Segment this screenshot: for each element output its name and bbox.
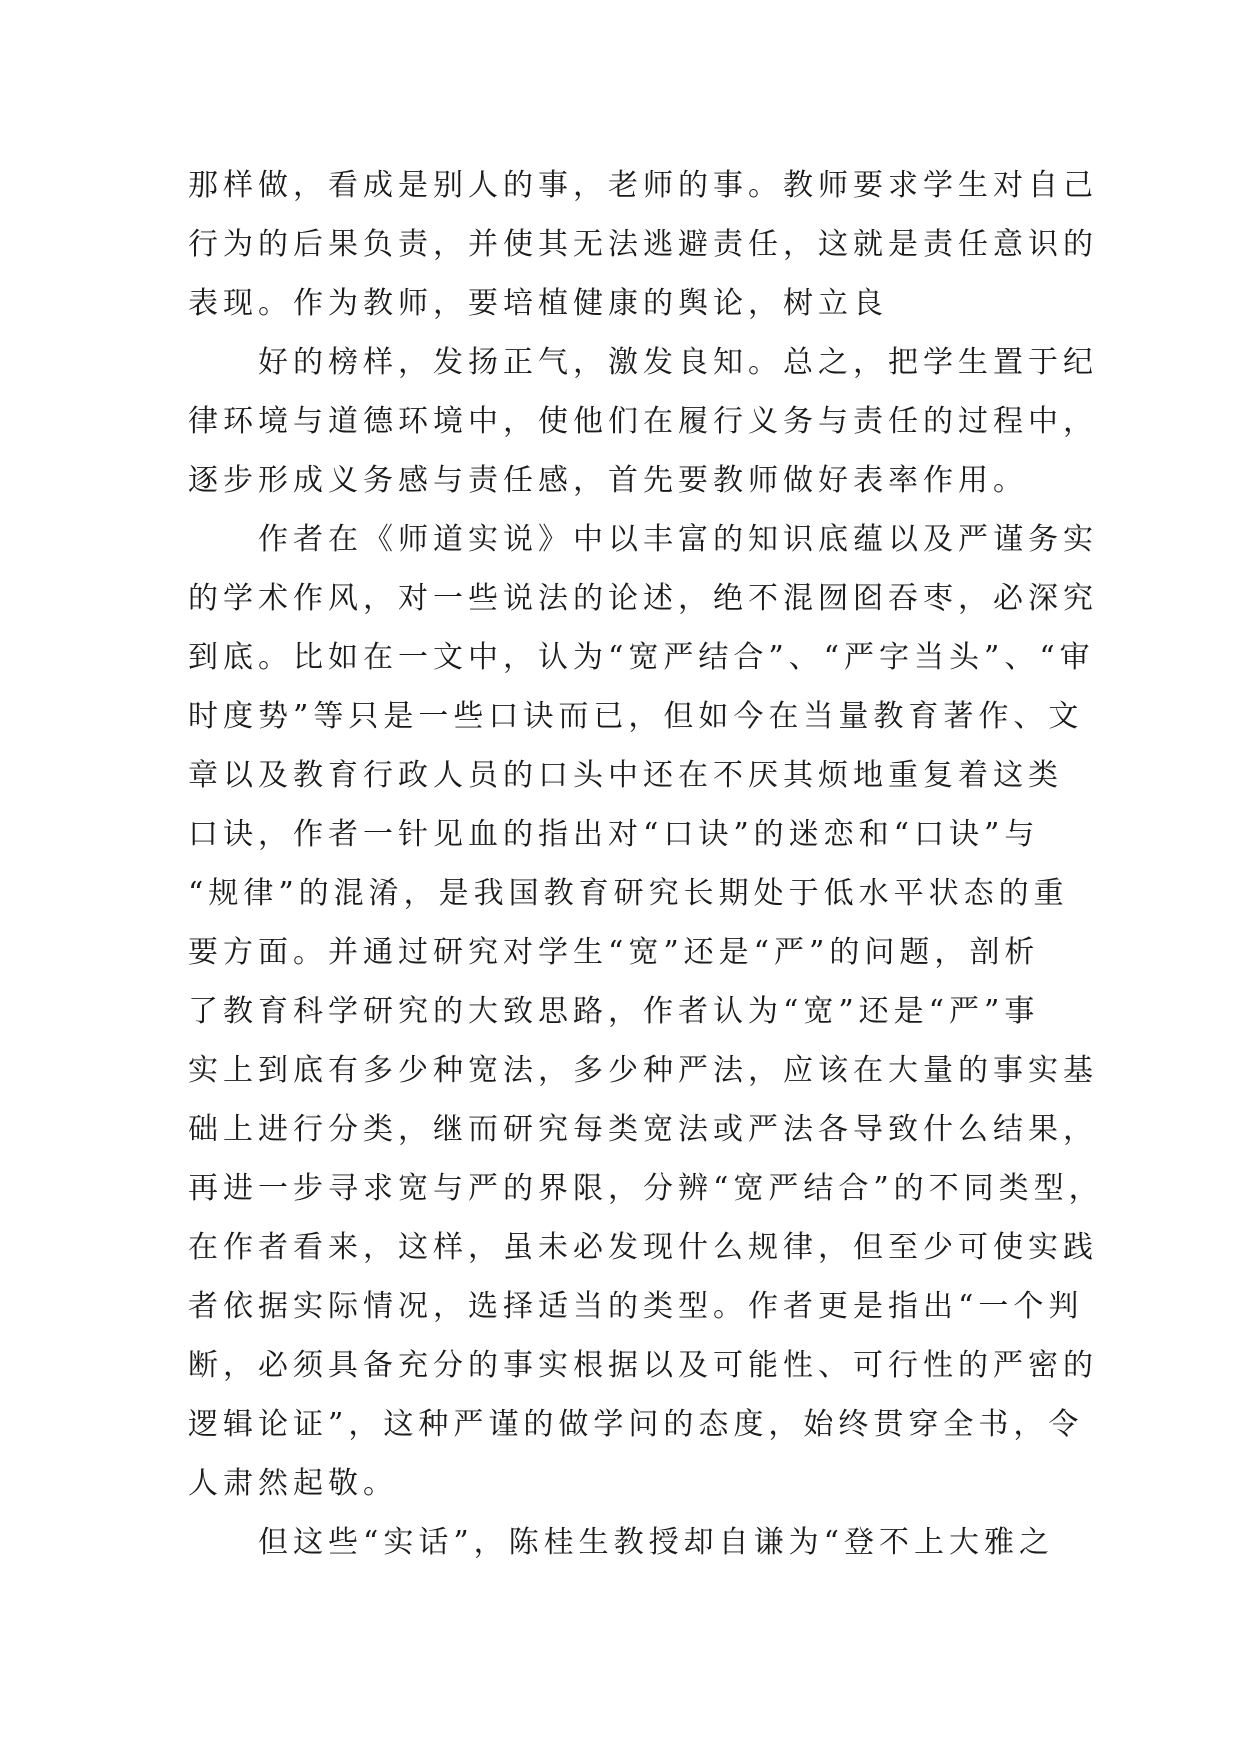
text-line: 逐步形成义务感与责任感，首先要教师做好表率作用。 [188,463,1028,498]
text-line: 口诀，作者一针见血的指出对“口诀”的迷恋和“口诀”与 [188,817,1040,852]
text-line: 好的榜样，发扬正气，激发良知。总之，把学生置于纪 [188,345,1098,380]
text-line: 了教育科学研究的大致思路，作者认为“宽”还是“严”事 [188,994,1040,1029]
text-line: 再进一步寻求宽与严的界限，分辨“宽严结合”的不同类型， [188,1171,1104,1206]
text-line: 时度势”等只是一些口诀而已，但如今在当量教育著作、文 [188,699,1084,734]
text-line: 要方面。并通过研究对学生“宽”还是“严”的问题，剖析 [188,935,1040,970]
text-line: 律环境与道德环境中，使他们在履行义务与责任的过程中， [188,404,1098,439]
text-line: 础上进行分类，继而研究每类宽法或严法各导致什么结果， [188,1112,1098,1147]
text-line: 断，必须具备充分的事实根据以及可能性、可行性的严密的 [188,1348,1098,1383]
text-line: 在作者看来，这样，虽未必发现什么规律，但至少可使实践 [188,1230,1098,1265]
body-text [188,156,1104,1572]
text-line: 作者在《师道实说》中以丰富的知识底蕴以及严谨务实 [188,522,1098,557]
text-line: 的学术作风，对一些说法的论述，绝不混囫囵吞枣，必深究 [188,581,1098,616]
text-line: 者依据实际情况，选择适当的类型。作者更是指出“一个判 [188,1289,1084,1324]
text-line: 但这些“实话”，陈桂生教授却自谦为“登不上大雅之 [188,1525,1055,1560]
text-line: 表现。作为教师，要培植健康的舆论，树立良 [188,286,888,321]
text-line: 逻辑论证”，这种严谨的做学问的态度，始终贯穿全书，令 [188,1407,1084,1442]
text-line: “规律”的混淆，是我国教育研究长期处于低水平状态的重 [188,876,1069,911]
text-line: 行为的后果负责，并使其无法逃避责任，这就是责任意识的 [188,227,1098,262]
text-line: 到底。比如在一文中，认为“宽严结合”、“严字当头”、“审 [188,640,1095,675]
text-line: 章以及教育行政人员的口头中还在不厌其烦地重复着这类 [188,758,1063,793]
text-line: 那样做，看成是别人的事，老师的事。教师要求学生对自己 [188,168,1098,203]
text-line: 人肃然起敬。 [188,1466,398,1501]
text-line: 实上到底有多少种宽法，多少种严法，应该在大量的事实基 [188,1053,1098,1088]
